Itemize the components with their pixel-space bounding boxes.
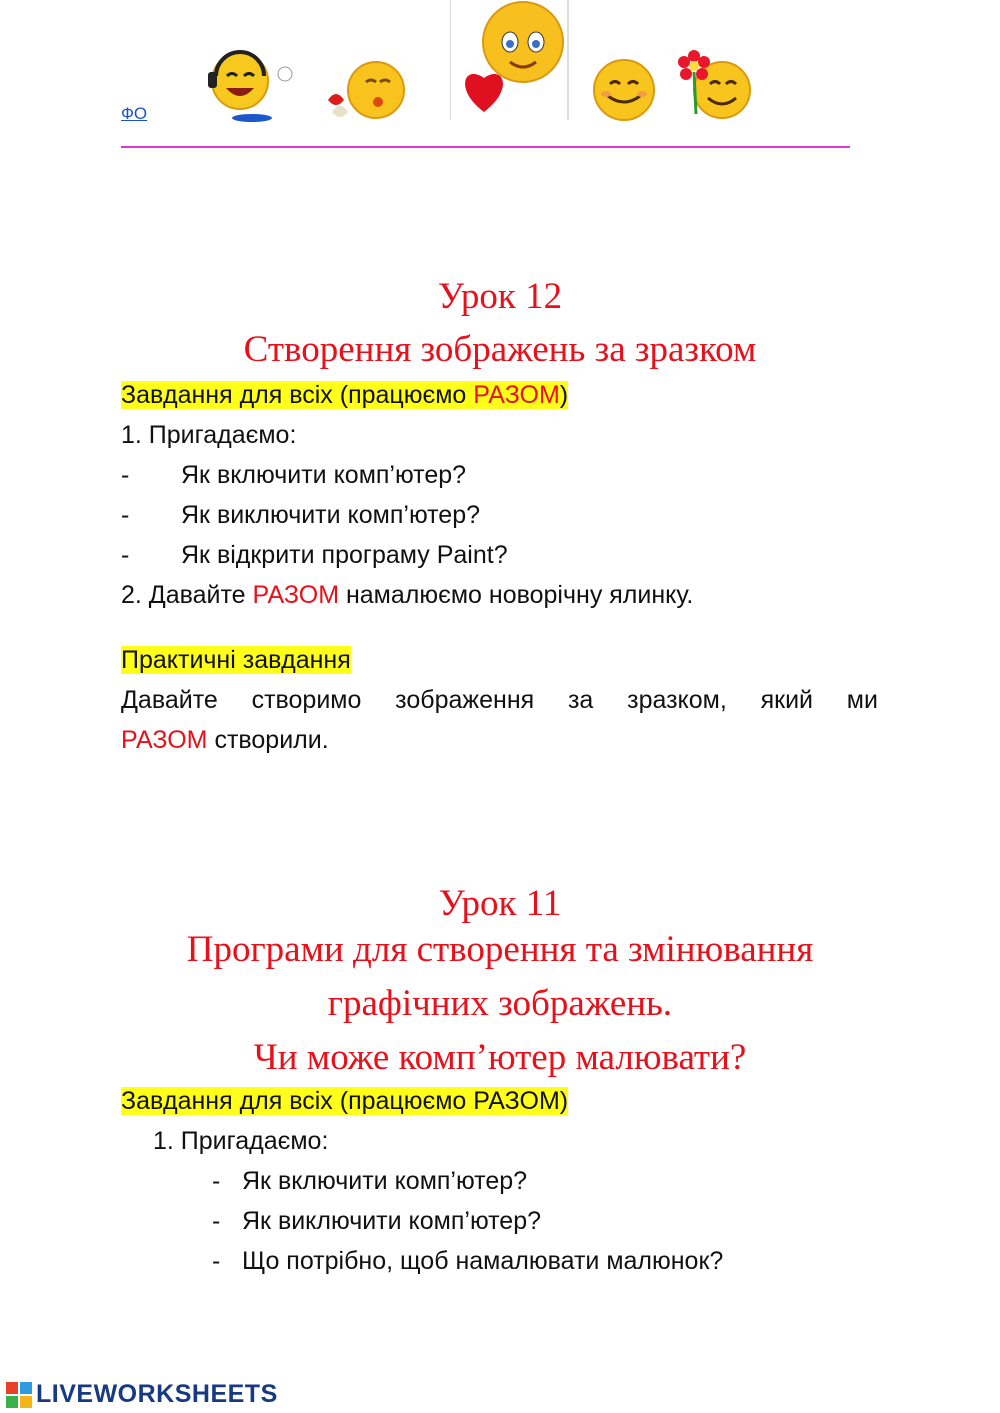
practical-heading: Практичні завдання	[121, 646, 351, 674]
list-item: -	[121, 461, 130, 489]
list-item-text: Як включити комп’ютер?	[181, 461, 467, 489]
lesson12-item2: 2. Давайте РАЗОМ намалюємо новорічну ялинку.	[121, 581, 694, 609]
list-item: -	[212, 1167, 221, 1195]
practical-text-line2: РАЗОМ створили.	[121, 726, 329, 754]
practical-text-line1: Давайте створимо зображення за зразком, який ми	[121, 686, 878, 714]
lesson12-title: Створення зображень за зразком	[243, 329, 757, 370]
list-item: -	[121, 501, 130, 529]
footer-brand: LIVEWORKSHEETS	[36, 1380, 278, 1408]
list-item: -	[212, 1247, 221, 1275]
lesson12-heading: Урок 12	[437, 276, 563, 317]
list-item-text: Як включити комп’ютер?	[242, 1167, 528, 1195]
list-item: -	[212, 1207, 221, 1235]
lesson11-title-line1: Програми для створення та змінювання	[186, 929, 814, 970]
list-item-text: Як відкрити програму Paint?	[181, 541, 508, 569]
lesson11-heading: Урок 11	[438, 883, 562, 924]
kiss-smiley-icon	[318, 60, 410, 122]
header-divider	[121, 146, 850, 148]
lesson11-item1: 1. Пригадаємо:	[153, 1127, 329, 1155]
lesson11-title-line2: графічних зображень.	[327, 983, 673, 1024]
list-item-text: Що потрібно, щоб намалювати малюнок?	[242, 1247, 724, 1275]
fo-link[interactable]: ФО	[121, 104, 148, 123]
list-item-text: Як виключити комп’ютер?	[242, 1207, 542, 1235]
lesson11-title-line3: Чи може комп’ютер малювати?	[253, 1037, 747, 1078]
list-item-text: Як виключити комп’ютер?	[181, 501, 481, 529]
headphones-laughing-smiley-icon	[200, 48, 300, 123]
lesson12-item1: 1. Пригадаємо:	[121, 421, 297, 449]
list-item: -	[121, 541, 130, 569]
liveworksheets-logo-icon	[6, 1382, 34, 1408]
heart-love-smiley-icon	[450, 0, 570, 120]
shy-smiley-icon	[590, 58, 658, 122]
lesson12-task-all: Завдання для всіх (працюємо РАЗОМ)	[121, 381, 569, 409]
lesson11-task-all: Завдання для всіх (працюємо РАЗОМ)	[121, 1087, 569, 1115]
flower-smiley-icon	[676, 48, 756, 120]
